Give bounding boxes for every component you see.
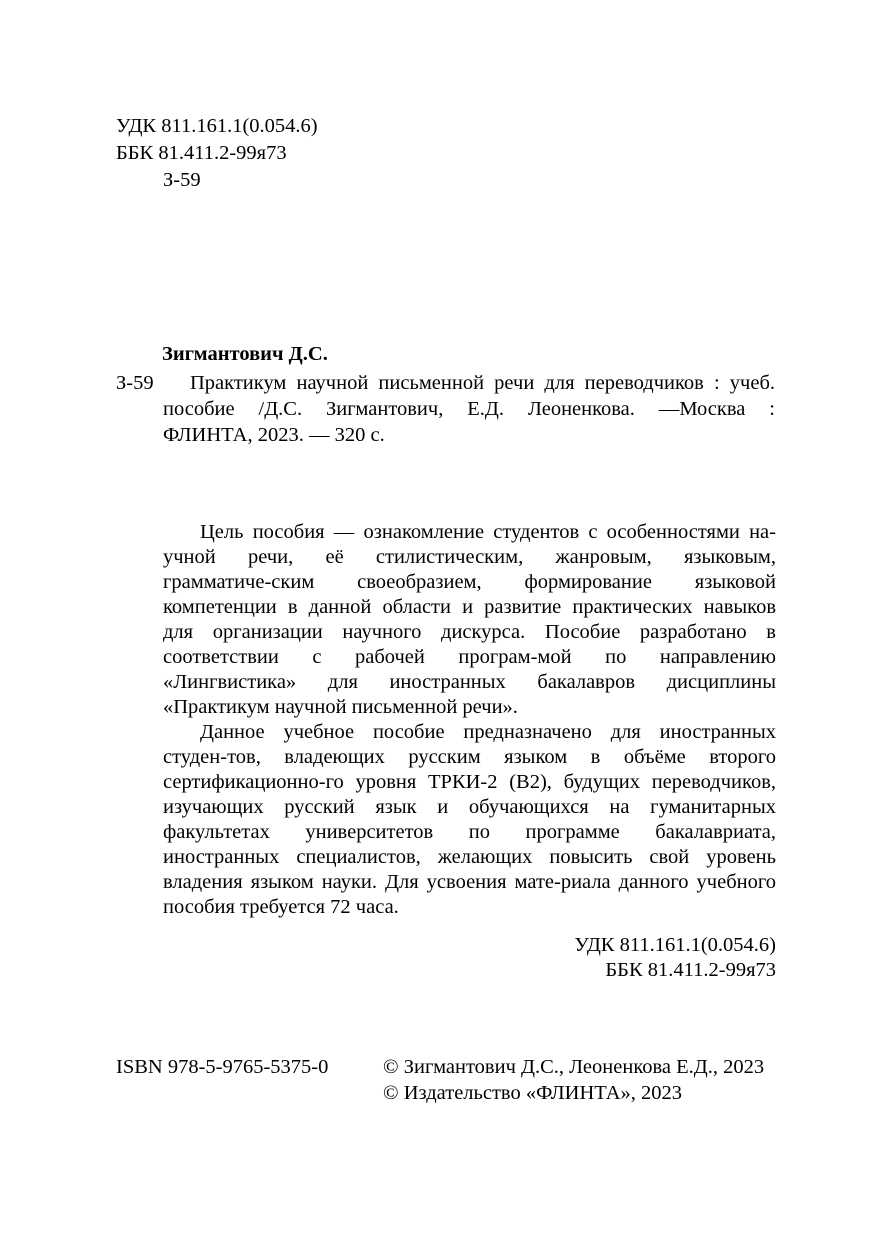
card-author: Зигмантович Д.С. xyxy=(162,343,328,365)
udk-code-bottom: УДК 811.161.1(0.054.6) xyxy=(574,934,776,956)
annotation-line: Данное учебное пособие предназначено для иностранных xyxy=(200,721,776,743)
annotation-line: для организации научного дискурса. Пособие разработано в xyxy=(163,621,776,643)
annotation-line: «Практикум научной письменной речи». xyxy=(163,696,518,718)
annotation-line: иностранных специалистов, желающих повысить свой уровень xyxy=(163,846,776,868)
card-author-sign: З-59 xyxy=(116,372,154,394)
annotation-line: пособия требуется 72 часа. xyxy=(163,896,399,918)
annotation-line: «Лингвистика» для иностранных бакалавров дисциплины xyxy=(163,671,776,693)
annotation-line: изучающих русский язык и обучающихся на гуманитарных xyxy=(163,796,776,818)
copyright-authors: © Зигмантович Д.С., Леоненкова Е.Д., 2023 xyxy=(383,1056,765,1078)
annotation-line: студен-тов, владеющих русским языком в объёме второго xyxy=(163,746,776,768)
card-responsibility-line: пособие /Д.С. Зигмантович, Е.Д. Леоненкова. —Москва : xyxy=(163,398,775,420)
annotation-line: соответствии с рабочей програм-мой по направлению xyxy=(163,646,776,668)
author-sign: З-59 xyxy=(163,169,201,191)
annotation-line: учной речи, её стилистическим, жанровым, языковым, xyxy=(163,546,776,568)
isbn: ISBN 978-5-9765-5375-0 xyxy=(116,1056,329,1078)
annotation-line: компетенции в данной области и развитие практических навыков xyxy=(163,596,776,618)
annotation-line: Цель пособия — ознакомление студентов с особенностями на- xyxy=(200,521,776,543)
annotation-paragraph-2 xyxy=(163,720,776,920)
annotation-paragraph-1 xyxy=(163,520,776,720)
annotation-line: факультетах университетов по программе бакалавриата, xyxy=(163,821,776,843)
annotation-line: владения языком науки. Для усвоения мате-риала данного учебного xyxy=(163,871,776,893)
card-publication-line: ФЛИНТА, 2023. — 320 с. xyxy=(163,424,385,446)
card-title-line: Практикум научной письменной речи для переводчиков : учеб. xyxy=(190,372,775,394)
bbk-code: ББК 81.411.2-99я73 xyxy=(116,142,287,164)
annotation-line: грамматиче-ским своеобразием, формирование языковой xyxy=(163,571,776,593)
bbk-code-bottom: ББК 81.411.2-99я73 xyxy=(605,959,776,981)
annotation-line: сертификационно-го уровня ТРКИ-2 (В2), будущих переводчиков, xyxy=(163,771,776,793)
copyright-publisher: © Издательство «ФЛИНТА», 2023 xyxy=(383,1082,683,1104)
udk-code: УДК 811.161.1(0.054.6) xyxy=(116,115,318,137)
